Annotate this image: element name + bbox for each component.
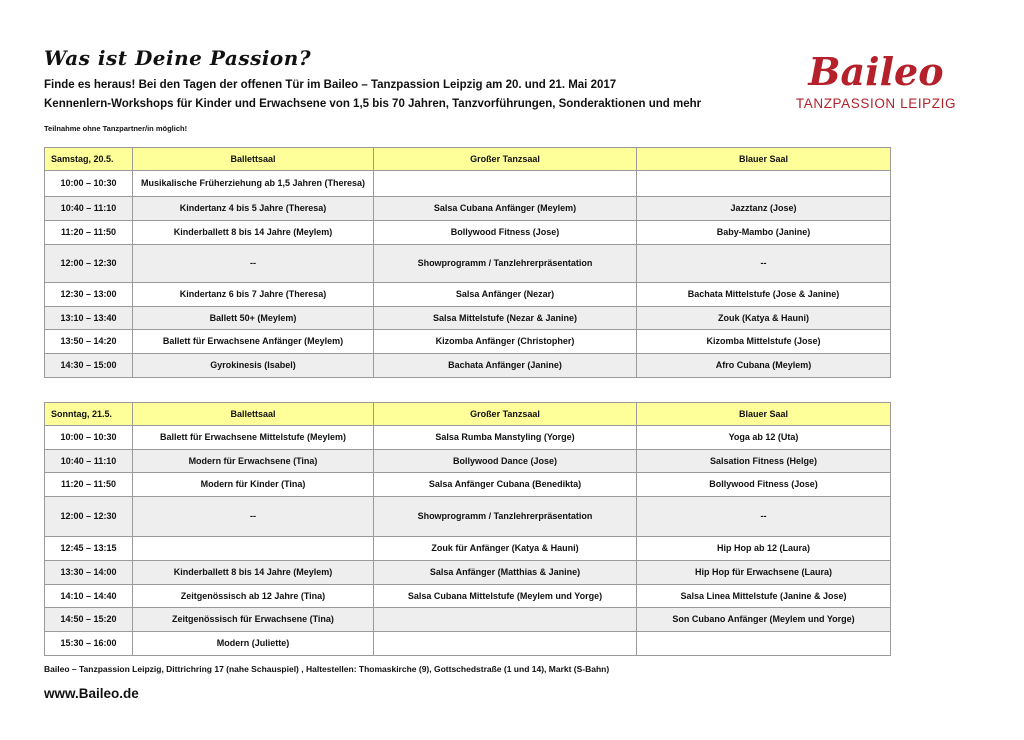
blauer-saal-cell: Salsation Fitness (Helge) <box>637 450 891 473</box>
website-link[interactable]: www.Baileo.de <box>44 686 139 701</box>
grosser-tanzsaal-cell: Salsa Mittelstufe (Nezar & Janine) <box>374 307 637 330</box>
ballettsaal-cell <box>133 537 374 561</box>
baileo-logo <box>786 50 966 122</box>
table-row <box>45 585 891 608</box>
ballettsaal-cell: Modern für Kinder (Tina) <box>133 473 374 497</box>
grosser-tanzsaal-cell <box>374 632 637 656</box>
ballettsaal-cell: Modern (Juliette) <box>133 632 374 656</box>
room-header-ballettsaal: Ballettsaal <box>133 403 374 426</box>
grosser-tanzsaal-cell: Salsa Anfänger (Nezar) <box>374 283 637 307</box>
time-cell: 12:00 – 12:30 <box>45 245 133 283</box>
time-cell: 13:10 – 13:40 <box>45 307 133 330</box>
blauer-saal-cell: Jazztanz (Jose) <box>637 197 891 221</box>
table-row <box>45 283 891 307</box>
blauer-saal-cell: Bollywood Fitness (Jose) <box>637 473 891 497</box>
day-header: Sonntag, 21.5. <box>45 403 133 426</box>
blauer-saal-cell: Hip Hop ab 12 (Laura) <box>637 537 891 561</box>
table-row <box>45 561 891 585</box>
grosser-tanzsaal-cell: Zouk für Anfänger (Katya & Hauni) <box>374 537 637 561</box>
time-cell: 12:45 – 13:15 <box>45 537 133 561</box>
grosser-tanzsaal-cell: Bollywood Fitness (Jose) <box>374 221 637 245</box>
blauer-saal-cell: Salsa Linea Mittelstufe (Janine & Jose) <box>637 585 891 608</box>
table-row <box>45 307 891 330</box>
page-title: Was ist Deine Passion? <box>44 46 312 70</box>
logo-subtitle: TANZPASSION LEIPZIG <box>795 96 957 111</box>
day-header: Samstag, 20.5. <box>45 148 133 171</box>
blauer-saal-cell <box>637 171 891 197</box>
ballettsaal-cell: Kindertanz 4 bis 5 Jahre (Theresa) <box>133 197 374 221</box>
ballettsaal-cell: Ballett 50+ (Meylem) <box>133 307 374 330</box>
ballettsaal-cell: Gyrokinesis (Isabel) <box>133 354 374 378</box>
page-header <box>44 46 744 133</box>
ballettsaal-cell: Zeitgenössisch ab 12 Jahre (Tina) <box>133 585 374 608</box>
table-row <box>45 426 891 450</box>
intro-line-2: Kennenlern-Workshops für Kinder und Erwachsene von 1,5 bis 70 Jahren, Tanzvorführungen, Sonderaktionen und mehr <box>44 98 702 110</box>
room-header-blauer-saal: Blauer Saal <box>637 403 891 426</box>
blauer-saal-cell: Baby-Mambo (Janine) <box>637 221 891 245</box>
grosser-tanzsaal-cell: Salsa Cubana Mittelstufe (Meylem und Yorge) <box>374 585 637 608</box>
time-cell: 13:30 – 14:00 <box>45 561 133 585</box>
ballettsaal-cell: Zeitgenössisch für Erwachsene (Tina) <box>133 608 374 632</box>
grosser-tanzsaal-cell <box>374 171 637 197</box>
room-header-blauer-saal: Blauer Saal <box>637 148 891 171</box>
table-row <box>45 537 891 561</box>
blauer-saal-cell: Zouk (Katya & Hauni) <box>637 307 891 330</box>
grosser-tanzsaal-cell: Salsa Anfänger (Matthias & Janine) <box>374 561 637 585</box>
ballettsaal-cell: -- <box>133 497 374 537</box>
time-cell: 12:00 – 12:30 <box>45 497 133 537</box>
time-cell: 10:00 – 10:30 <box>45 426 133 450</box>
blauer-saal-cell: Yoga ab 12 (Uta) <box>637 426 891 450</box>
footer-address: Baileo – Tanzpassion Leipzig, Dittrichring 17 (nahe Schauspiel) , Haltestellen: Thomaskirche (9), Gottschedstraße (1 und 14), Markt (S-Bahn) <box>44 664 610 674</box>
blauer-saal-cell: -- <box>637 245 891 283</box>
ballettsaal-cell: Kinderballett 8 bis 14 Jahre (Meylem) <box>133 561 374 585</box>
grosser-tanzsaal-cell: Salsa Rumba Manstyling (Yorge) <box>374 426 637 450</box>
time-cell: 10:40 – 11:10 <box>45 450 133 473</box>
time-cell: 13:50 – 14:20 <box>45 330 133 354</box>
blauer-saal-cell: Kizomba Mittelstufe (Jose) <box>637 330 891 354</box>
blauer-saal-cell: Bachata Mittelstufe (Jose & Janine) <box>637 283 891 307</box>
blauer-saal-cell: Afro Cubana (Meylem) <box>637 354 891 378</box>
grosser-tanzsaal-cell: Bollywood Dance (Jose) <box>374 450 637 473</box>
blauer-saal-cell: -- <box>637 497 891 537</box>
blauer-saal-cell: Son Cubano Anfänger (Meylem und Yorge) <box>637 608 891 632</box>
ballettsaal-cell: Ballett für Erwachsene Mittelstufe (Meylem) <box>133 426 374 450</box>
ballettsaal-cell: Kinderballett 8 bis 14 Jahre (Meylem) <box>133 221 374 245</box>
grosser-tanzsaal-cell: Showprogramm / Tanzlehrerpräsentation <box>374 245 637 283</box>
time-cell: 15:30 – 16:00 <box>45 632 133 656</box>
blauer-saal-cell <box>637 632 891 656</box>
room-header-grosser-tanzsaal: Großer Tanzsaal <box>374 148 637 171</box>
grosser-tanzsaal-cell: Showprogramm / Tanzlehrerpräsentation <box>374 497 637 537</box>
grosser-tanzsaal-cell <box>374 608 637 632</box>
partner-note: Teilnahme ohne Tanzpartner/in möglich! <box>44 124 188 133</box>
table-row <box>45 354 891 378</box>
intro-line-1: Finde es heraus! Bei den Tagen der offenen Tür im Baileo – Tanzpassion Leipzig am 20. und 21. Mai 2017 <box>44 79 617 91</box>
time-cell: 14:10 – 14:40 <box>45 585 133 608</box>
ballettsaal-cell: Kindertanz 6 bis 7 Jahre (Theresa) <box>133 283 374 307</box>
table-row <box>45 608 891 632</box>
table-row <box>45 197 891 221</box>
ballettsaal-cell: Musikalische Früherziehung ab 1,5 Jahren (Theresa) <box>133 171 374 197</box>
ballettsaal-cell: Ballett für Erwachsene Anfänger (Meylem) <box>133 330 374 354</box>
logo-wordmark: Baileo <box>808 49 944 94</box>
time-cell: 14:50 – 15:20 <box>45 608 133 632</box>
room-header-grosser-tanzsaal: Großer Tanzsaal <box>374 403 637 426</box>
grosser-tanzsaal-cell: Kizomba Anfänger (Christopher) <box>374 330 637 354</box>
time-cell: 10:00 – 10:30 <box>45 171 133 197</box>
ballettsaal-cell: -- <box>133 245 374 283</box>
room-header-ballettsaal: Ballettsaal <box>133 148 374 171</box>
table-header-row <box>45 403 891 426</box>
table-row <box>45 632 891 656</box>
time-cell: 11:20 – 11:50 <box>45 221 133 245</box>
time-cell: 14:30 – 15:00 <box>45 354 133 378</box>
table-header-row <box>45 148 891 171</box>
time-cell: 12:30 – 13:00 <box>45 283 133 307</box>
grosser-tanzsaal-cell: Salsa Cubana Anfänger (Meylem) <box>374 197 637 221</box>
sunday-schedule-table <box>44 402 891 656</box>
time-cell: 11:20 – 11:50 <box>45 473 133 497</box>
grosser-tanzsaal-cell: Salsa Anfänger Cubana (Benedikta) <box>374 473 637 497</box>
time-cell: 10:40 – 11:10 <box>45 197 133 221</box>
table-row <box>45 450 891 473</box>
table-row <box>45 473 891 497</box>
ballettsaal-cell: Modern für Erwachsene (Tina) <box>133 450 374 473</box>
blauer-saal-cell: Hip Hop für Erwachsene (Laura) <box>637 561 891 585</box>
table-row <box>45 221 891 245</box>
table-row <box>45 330 891 354</box>
table-row <box>45 245 891 283</box>
table-row <box>45 171 891 197</box>
table-row <box>45 497 891 537</box>
grosser-tanzsaal-cell: Bachata Anfänger (Janine) <box>374 354 637 378</box>
saturday-schedule-table <box>44 147 891 378</box>
